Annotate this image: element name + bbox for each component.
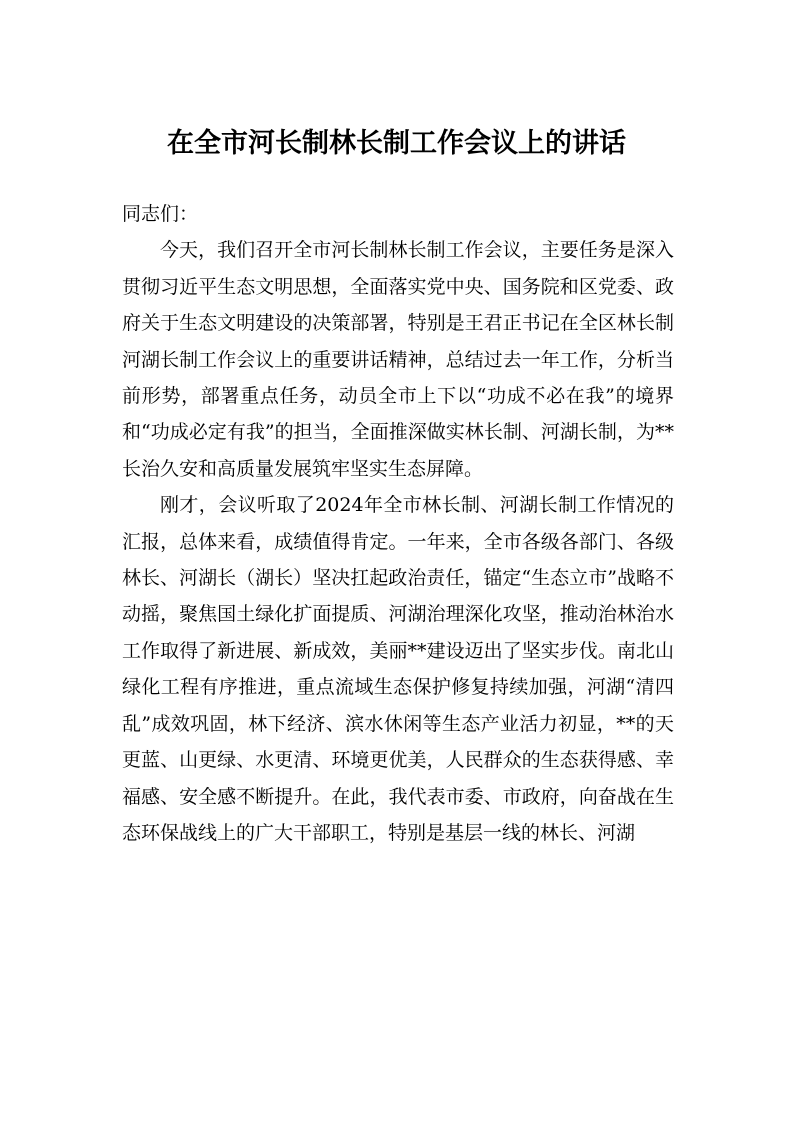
salutation: 同志们： [122,203,199,225]
paragraph-opening: 今天，我们召开全市河长制林长制工作会议，主要任务是深入贯彻习近平生态文明思想，全面落实党中央、国务院和区党委、政府关于生态文明建设的决策部署，特别是王君正书记在全区林长制河湖长制工作会议上的重要讲话精神，总结过去一年工作，分析当前形势，部署重点任务，动员全市上下以“功成不必在我”的境界和“功成必定有我”的担当，全面推深做实林长制、河湖长制，为**长治久安和高质量发展筑牢坚实生态屏障。 [122,239,674,480]
paragraph-review: 刚才，会议听取了2024年全市林长制、河湖长制工作情况的汇报，总体来看，成绩值得肯定。一年来，全市各级各部门、各级林长、河湖长（湖长）坚决扛起政治责任，锚定“生态立市”战略不动摇，聚焦国土绿化扩面提质、河湖治理深化攻坚，推动治林治水工作取得了新进展、新成效，美丽**建设迈出了坚实步伐。南北山绿化工程有序推进，重点流域生态保护修复持续加强，河湖“清四乱”成效巩固，林下经济、滨水休闲等生态产业活力初显，**的天更蓝、山更绿、水更清、环境更优美，人民群众的生态获得感、幸福感、安全感不断提升。在此，我代表市委、市政府，向奋战在生态环保战线上的广大干部职工，特别是基层一线的林长、河湖 [122,494,674,844]
document-body [122,196,674,851]
document-title: 在全市河长制林长制工作会议上的讲话 [167,128,626,159]
